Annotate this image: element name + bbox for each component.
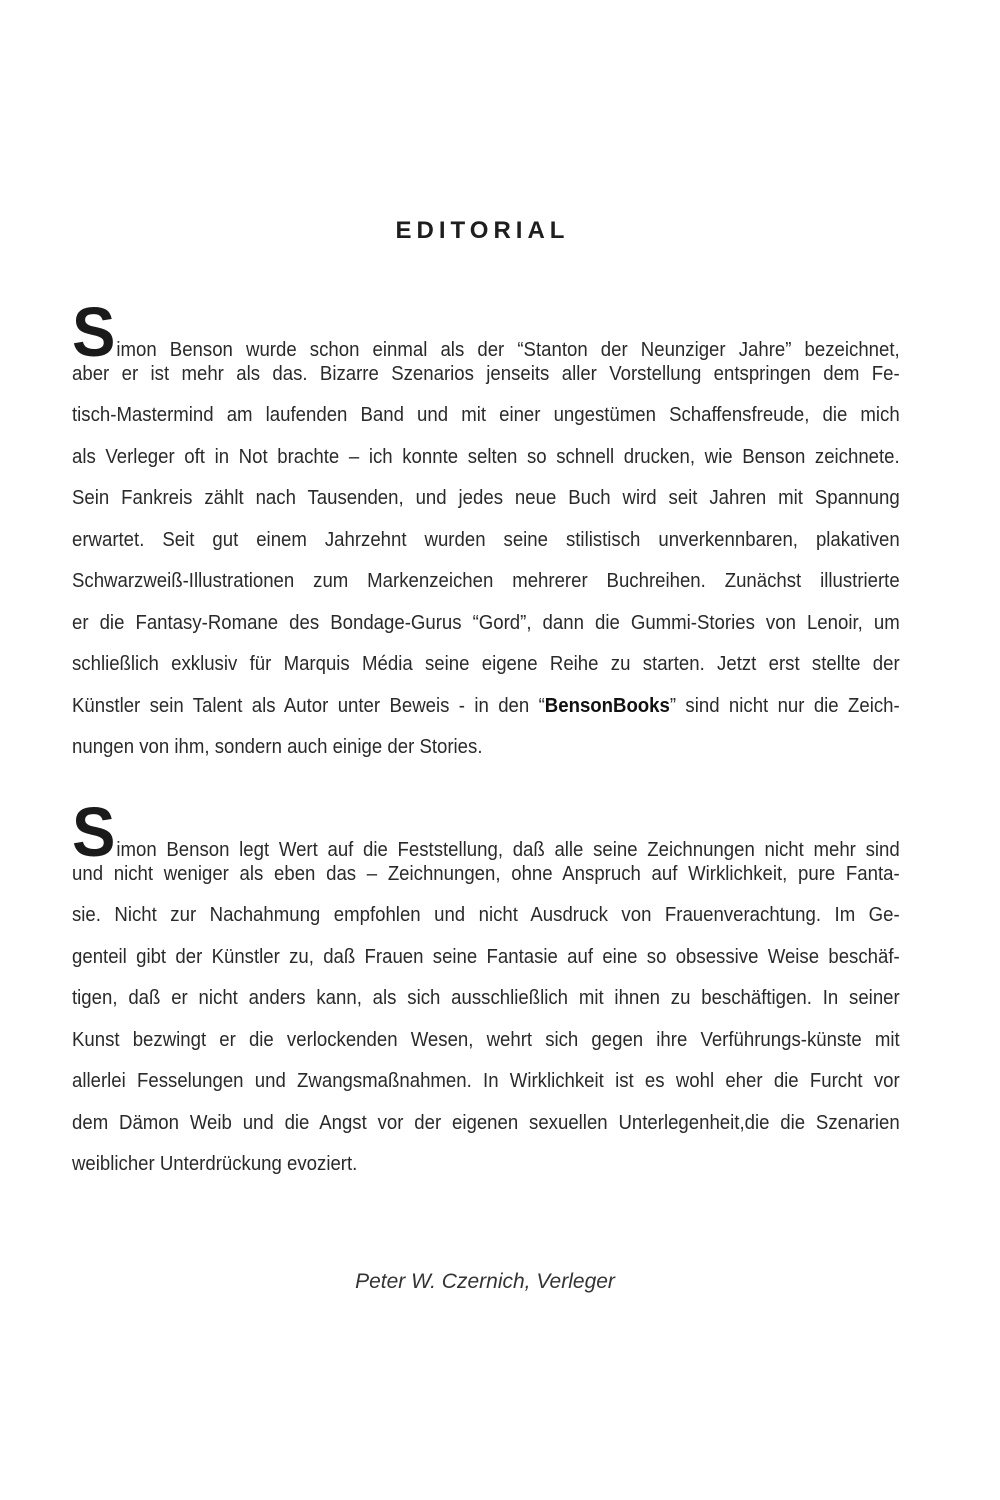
text-line: weiblicher Unterdrückung evoziert. bbox=[72, 1153, 358, 1175]
drop-cap: S bbox=[72, 793, 116, 871]
text-line: nungen von ihm, sondern auch einige der Stories. bbox=[72, 736, 483, 758]
text-line: erwartet. Seit gut einem Jahrzehnt wurden seine stilistisch unverkennbaren, plakativen bbox=[72, 528, 900, 551]
text-line: tisch-Mastermind am laufenden Band und mit einer ungestümen Schaffensfreude, die mich bbox=[72, 404, 900, 426]
paragraph-1 bbox=[72, 293, 900, 769]
text-line: genteil gibt der Künstler zu, daß Frauen seine Fantasie auf eine so obsessive Weise beschäf- bbox=[72, 945, 900, 968]
line-text: Künstler sein Talent als Autor unter Beweis - in den “ bbox=[72, 694, 545, 717]
text-line: tigen, daß er nicht anders kann, als sich ausschließlich mit ihnen zu beschäftigen. In seiner bbox=[72, 987, 900, 1009]
page-title: EDITORIAL bbox=[395, 217, 570, 244]
author-signature: Peter W. Czernich, Verleger bbox=[355, 1270, 615, 1293]
text-line: allerlei Fesselungen und Zwangsmaßnahmen. In Wirklichkeit ist es wohl eher die Furcht vor bbox=[72, 1070, 900, 1092]
text-line bbox=[72, 793, 900, 871]
line-text: ” sind nicht nur die Zeich- bbox=[669, 694, 900, 717]
text-line: aber er ist mehr als das. Bizarre Szenarios jenseits aller Vorstellung entspringen dem Fe- bbox=[72, 362, 900, 385]
text-line: dem Dämon Weib und die Angst vor der eigenen sexuellen Unterlegenheit,die die Szenarien bbox=[72, 1111, 900, 1134]
line-text: imon Benson legt Wert auf die Feststellung, daß alle seine Zeichnungen nicht mehr sind bbox=[116, 839, 900, 861]
text-line bbox=[72, 293, 900, 371]
paragraph-2 bbox=[72, 793, 900, 1186]
text-line: Schwarzweiß-Illustrationen zum Markenzeichen mehrerer Buchreihen. Zunächst illustrierte bbox=[72, 570, 900, 592]
text-line: als Verleger oft in Not brachte – ich konnte selten so schnell drucken, wie Benson zeichnete. bbox=[72, 445, 900, 468]
text-line: Sein Fankreis zählt nach Tausenden, und jedes neue Buch wird seit Jahren mit Spannung bbox=[72, 487, 900, 509]
text-line: schließlich exklusiv für Marquis Média seine eigene Reihe zu starten. Jetzt erst stellte der bbox=[72, 653, 900, 675]
drop-cap: S bbox=[72, 293, 116, 371]
text-line: und nicht weniger als eben das – Zeichnungen, ohne Anspruch auf Wirklichkeit, pure Fanta- bbox=[72, 862, 900, 885]
text-line bbox=[72, 686, 900, 728]
text-line: sie. Nicht zur Nachahmung empfohlen und nicht Ausdruck von Frauenverachtung. Im Ge- bbox=[72, 904, 900, 926]
text-line: er die Fantasy-Romane des Bondage-Gurus “Gord”, dann die Gummi-Stories von Lenoir, um bbox=[72, 611, 900, 634]
line-text: imon Benson wurde schon einmal als der “Stanton der Neunziger Jahre” bezeichnet, bbox=[116, 339, 900, 361]
text-line: Kunst bezwingt er die verlockenden Wesen, wehrt sich gegen ihre Verführungs-künste mit bbox=[72, 1028, 900, 1051]
book-series-name: BensonBooks bbox=[544, 694, 670, 717]
